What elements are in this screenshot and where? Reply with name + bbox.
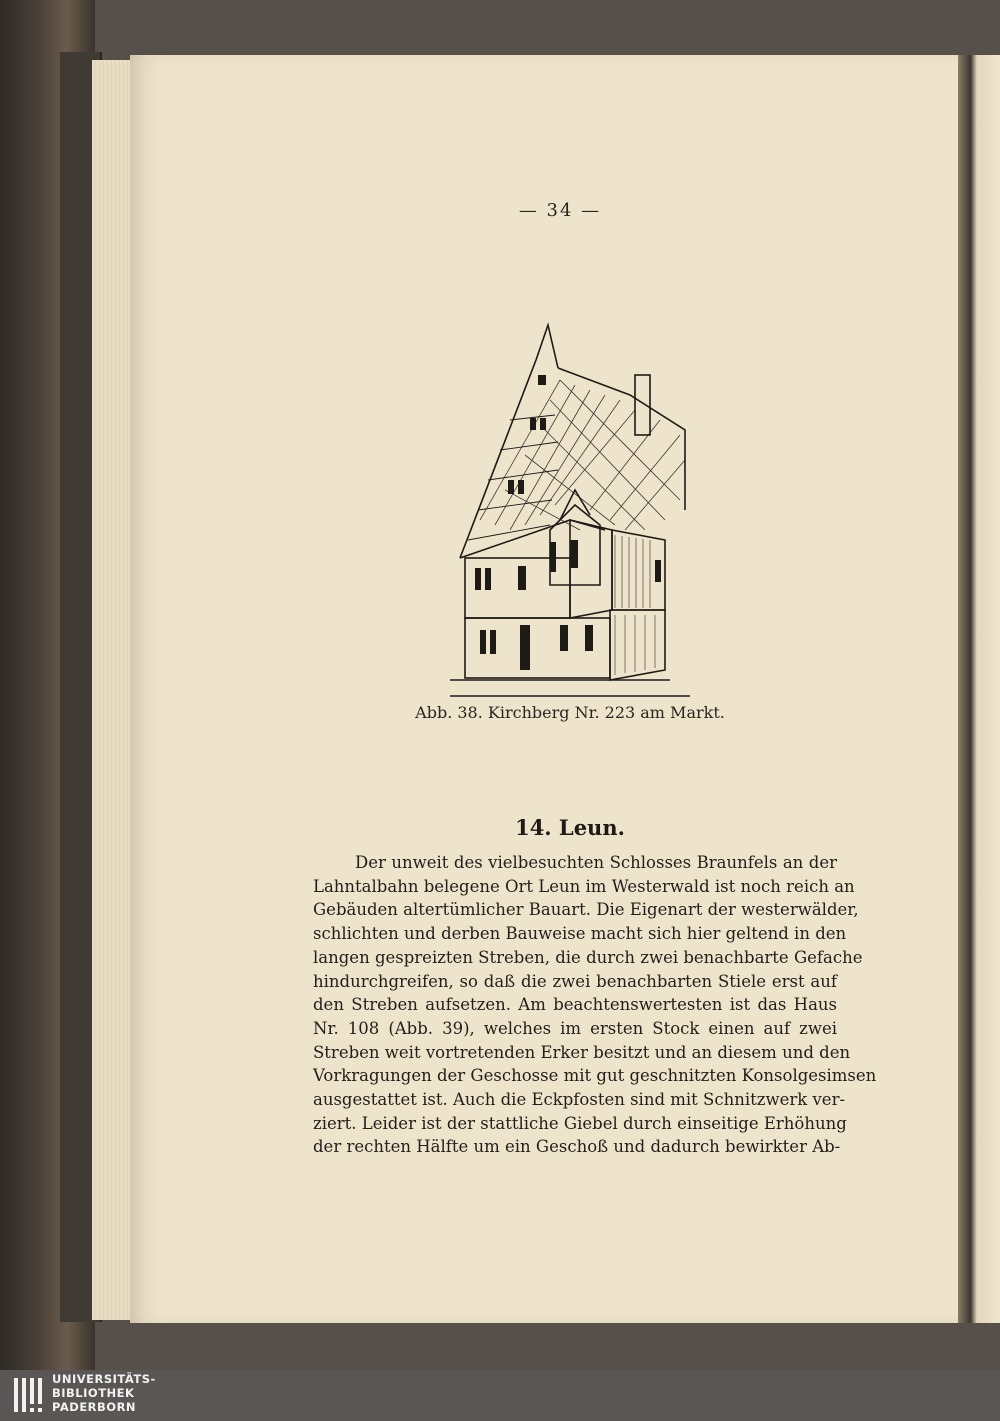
text-line: hindurchgreifen, so daß die zwei benachbarten Stiele erst auf: [313, 971, 837, 991]
library-name: [52, 1372, 156, 1414]
library-name-line: PADERBORN: [52, 1400, 137, 1414]
library-name-line: BIBLIOTHEK: [52, 1386, 135, 1400]
library-logo-icon: [12, 1376, 46, 1414]
text-line: Nr. 108 (Abb. 39), welches im ersten Stock einen auf zwei: [313, 1018, 837, 1038]
text-line: den Streben aufsetzen. Am beachtenswertesten ist das Haus: [313, 995, 837, 1015]
text-line: Streben weit vortretenden Erker besitzt und an diesem und den: [313, 1042, 851, 1062]
text-line: langen gespreizten Streben, die durch zwei benachbarte Gefache: [313, 947, 863, 967]
library-name-line: UNIVERSITÄTS-: [52, 1372, 156, 1386]
house-illustration: [440, 320, 700, 700]
text-line: schlichten und derben Bauweise macht sich hier geltend in den: [313, 924, 847, 944]
facing-page-edge: [958, 55, 1000, 1323]
section-heading: 14. Leun.: [515, 815, 625, 840]
figure-caption: Abb. 38. Kirchberg Nr. 223 am Markt.: [415, 703, 725, 722]
text-line: ziert. Leider ist der stattliche Giebel durch einseitige Erhöhung: [313, 1113, 847, 1133]
text-line: Lahntalbahn belegene Ort Leun im Westerwald ist noch reich an: [313, 876, 855, 896]
text-line: der rechten Hälfte um ein Geschoß und dadurch bewirkter Ab-: [313, 1137, 841, 1157]
text-line: Der unweit des vielbesuchten Schlosses Braunfels an der: [355, 853, 837, 872]
body-paragraph: [313, 851, 877, 1159]
text-line: Vorkragungen der Geschosse mit gut geschnitzten Konsolgesimsen: [313, 1066, 877, 1086]
text-line: Gebäuden altertümlicher Bauart. Die Eigenart der westerwälder,: [313, 900, 859, 920]
page-number: — 34 —: [518, 200, 602, 221]
text-line: ausgestattet ist. Auch die Eckpfosten sind mit Schnitzwerk ver-: [313, 1090, 846, 1110]
